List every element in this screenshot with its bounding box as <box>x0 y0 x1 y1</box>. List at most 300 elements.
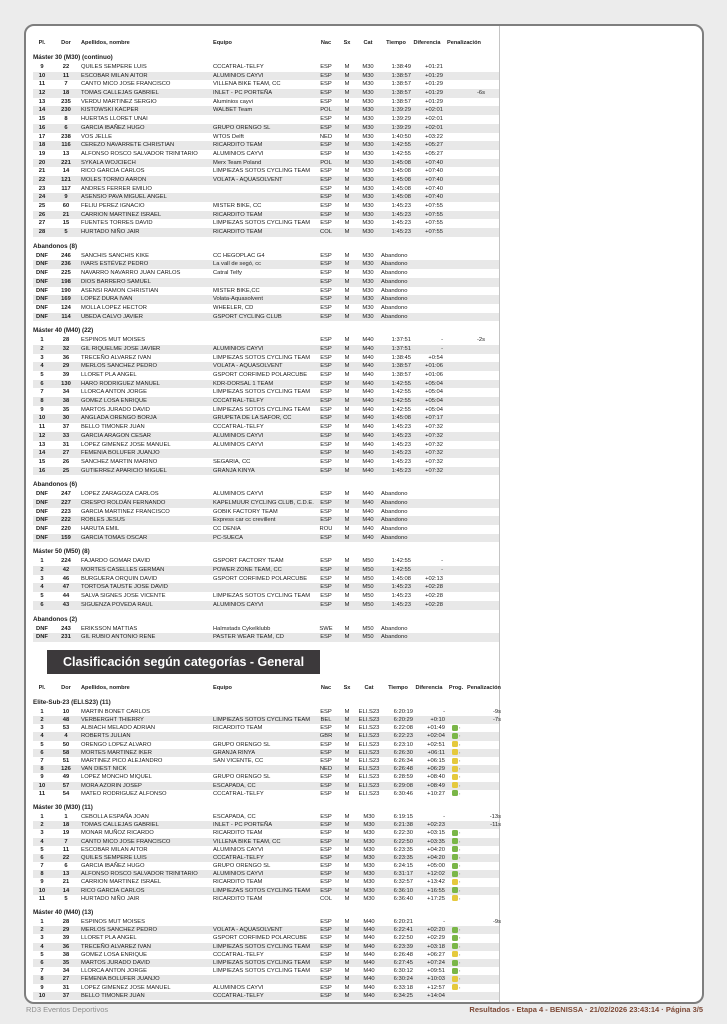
cell-pen <box>443 525 485 534</box>
cell-name: LOPEZ GIMENEZ JOSE MANUEL <box>81 441 171 448</box>
table-row <box>33 895 499 903</box>
column-header-row <box>33 38 499 48</box>
cell-dor: 1 <box>64 813 68 820</box>
cell-sx: M <box>344 976 350 983</box>
cell-cat: ELI.S23 <box>358 708 380 715</box>
cell-tiempo: 1:45:23 <box>391 203 411 209</box>
cell-tiempo: 1:45:08 <box>391 415 411 422</box>
cell-pen <box>443 124 485 133</box>
cell-nac: ESP <box>320 194 332 201</box>
prog-mark: ▪ <box>459 854 461 860</box>
cell-nac: ESP <box>320 467 332 474</box>
prog-mark: ▪ <box>459 887 461 893</box>
cell-name: ASENSI RAMON CHRISTIAN <box>81 287 159 294</box>
cell-tiempo: 1:42:55 <box>391 567 411 574</box>
cell-dif: +0:54 <box>428 354 443 361</box>
cell-tiempo: 1:45:23 <box>391 458 411 465</box>
cell-team: ESCAPADA, CC <box>213 813 256 820</box>
cell-tiempo: 1:38:45 <box>391 354 411 361</box>
cell-dor: 31 <box>62 441 70 448</box>
cell-pl: 11 <box>38 895 46 902</box>
cell-tiempo: Abandono <box>381 261 408 268</box>
cell-pl: 5 <box>40 846 44 853</box>
cell-sx: M <box>344 270 350 277</box>
cell-pen <box>443 371 485 380</box>
cell-dif: +07:24 <box>427 959 445 966</box>
column-header-sx: Sx <box>343 684 351 691</box>
cell-pl: DNF <box>36 634 48 641</box>
cell-pl: 2 <box>40 822 44 829</box>
table-row <box>33 371 499 380</box>
cell-sx: M <box>344 380 350 387</box>
prog-mark: ▪ <box>459 895 461 901</box>
cell-sx: M <box>344 150 350 157</box>
cell-dor: 169 <box>61 296 71 303</box>
cell-cat: M30 <box>362 296 374 303</box>
cell-sx: M <box>344 194 350 201</box>
cell-nac: NED <box>319 766 333 773</box>
table-row <box>33 115 499 124</box>
section-title: Máster 30 (M30) (11) <box>33 803 93 811</box>
cell-dif: +07:40 <box>425 176 443 183</box>
cell-sx: M <box>344 441 350 448</box>
cell-pl: 3 <box>40 725 44 732</box>
table-row <box>33 193 499 202</box>
cell-pen <box>443 414 485 423</box>
cell-team: GSPORT CYCLING CLUB <box>213 313 282 320</box>
cell-cat: ELI.S23 <box>358 790 380 797</box>
cell-pl: 11 <box>38 790 46 797</box>
cell-team: ALUMINIOS CAYVI <box>213 432 264 439</box>
cell-team: WTOS Delft <box>213 133 244 140</box>
cell-dif: +05:27 <box>425 150 443 157</box>
cell-dor: 221 <box>61 159 71 166</box>
cell-cat: M30 <box>362 64 374 70</box>
cell-cat: M30 <box>362 168 374 175</box>
cell-name: LOPEZ MONCHO MIQUEL <box>81 774 152 781</box>
cell-tiempo: 1:42:55 <box>391 558 411 565</box>
cell-dor: 29 <box>62 363 70 370</box>
cell-nac: ESP <box>320 951 332 958</box>
cell-nac: ESP <box>320 380 332 387</box>
cell-name: ERIKSSON MATTIAS <box>81 625 138 632</box>
cell-dor: 26 <box>62 458 70 465</box>
cell-nac: ESP <box>320 345 332 352</box>
cell-name: MONAR MUÑOZ RICARDO <box>81 830 154 837</box>
cell-dor: 34 <box>62 389 70 396</box>
column-header-pen: Penalización <box>447 40 481 46</box>
cell-dor: 11 <box>62 846 70 853</box>
prog-mark: ▪ <box>459 758 461 763</box>
cell-sx: M <box>344 968 350 975</box>
cell-dif: +07:32 <box>425 432 443 439</box>
cell-nac: ESP <box>320 450 332 457</box>
cell-cat: M30 <box>362 124 374 131</box>
cell-sx: M <box>344 168 350 175</box>
cell-pen <box>443 388 485 397</box>
table-row <box>33 870 499 878</box>
cell-prog <box>445 895 467 904</box>
cell-nac: ESP <box>320 879 332 886</box>
cell-dor: 18 <box>62 90 70 97</box>
cell-sx: M <box>344 895 350 902</box>
cell-cat: M30 <box>363 822 375 829</box>
cell-dif: +01:29 <box>425 72 443 79</box>
cell-name: MATEO RODRIGUEZ ALFONSO <box>81 790 167 797</box>
cell-dor: 223 <box>61 508 71 515</box>
cell-name: GIL RUBIO ANTONIO RENE <box>81 634 156 641</box>
prog-mark: ▪ <box>459 959 461 965</box>
table-row <box>33 388 499 397</box>
cell-sx: M <box>344 90 350 97</box>
cell-dif <box>411 304 443 313</box>
cell-name: HARUTA EMIL <box>81 526 120 532</box>
cell-tiempo: 1:38:57 <box>391 363 411 370</box>
table-row <box>33 862 499 870</box>
cell-dif: +01:29 <box>425 98 443 105</box>
cell-pl: 10 <box>38 72 46 79</box>
table-row <box>33 967 499 975</box>
cell-tiempo: 1:38:57 <box>391 72 411 79</box>
cell-team: GRUPO ORENGO SL <box>213 124 271 131</box>
cell-dor: 53 <box>62 725 70 732</box>
cell-team: GSPORT CORFIMED POLARCUBE <box>213 935 308 942</box>
cell-name: CARRION MARTINEZ ISRAEL <box>81 879 162 886</box>
cell-pen <box>443 354 485 363</box>
prog-same-icon <box>452 758 461 764</box>
section-title: Máster 50 (M50) (8) <box>33 548 90 556</box>
cell-dor: 27 <box>62 450 70 457</box>
cell-cat: M50 <box>362 584 374 591</box>
footer-organizer: RD3 Eventos Deportivos <box>26 1004 109 1014</box>
cell-nac: ESP <box>320 278 332 285</box>
cell-team: LIMPIEZAS SOTOS CYCLING TEAM <box>213 968 311 975</box>
table-row <box>33 380 499 389</box>
cell-pl: DNF <box>36 499 48 506</box>
section-title: Abandonos (2) <box>33 615 78 623</box>
cell-cat: ELI.S23 <box>358 717 380 724</box>
table-row <box>33 211 499 220</box>
cell-pl: 22 <box>38 176 46 183</box>
cell-dor: 222 <box>61 517 71 524</box>
cell-dor: 30 <box>62 415 70 422</box>
cell-cat: M30 <box>362 220 374 227</box>
cell-sx: M <box>344 887 350 894</box>
cell-pen <box>443 80 485 89</box>
cell-nac: ESP <box>320 98 332 105</box>
table-row <box>33 313 499 322</box>
cell-sx: M <box>344 830 350 837</box>
cell-dor: 48 <box>62 717 70 724</box>
cell-sx: M <box>344 176 350 183</box>
cell-pl: 6 <box>40 959 44 966</box>
cell-dif: +02:51 <box>427 741 445 748</box>
cell-dor: 18 <box>62 822 70 829</box>
cell-team <box>213 185 313 194</box>
cell-name: SANCHEZ MARTIN MARINO <box>81 458 158 465</box>
cell-sx: M <box>344 558 350 565</box>
cell-cat: M30 <box>363 854 375 861</box>
cell-name: LLORET PLA ANGEL <box>81 935 137 942</box>
table-row <box>33 534 499 543</box>
column-header-dif: Diferencia <box>413 40 441 46</box>
cell-sx: M <box>344 278 350 285</box>
cell-dif <box>411 260 443 269</box>
cell-pen <box>443 508 485 517</box>
cell-team: GSPORT FACTORY TEAM <box>213 558 284 565</box>
cell-nac: ESP <box>320 499 332 506</box>
cell-cat: M40 <box>362 424 374 431</box>
cell-sx: M <box>344 790 350 797</box>
cell-team: MISTER BIKE,CC <box>213 287 260 294</box>
cell-pen <box>443 252 485 261</box>
cell-pl: 17 <box>38 133 46 140</box>
cell-tiempo: 6:20:19 <box>393 708 413 715</box>
cell-team <box>213 193 313 202</box>
cell-dif <box>411 508 443 517</box>
cell-sx: M <box>344 406 350 413</box>
cell-pl: 9 <box>40 406 44 413</box>
prog-up-icon <box>452 927 461 933</box>
cell-name: ASENSIO PAVA MIGUEL ANGEL <box>81 194 167 201</box>
cell-team: INLET - PC PORTEÑA <box>213 822 273 829</box>
cell-pen <box>443 557 485 566</box>
cell-cat: M30 <box>362 203 374 209</box>
cell-pen: -13s <box>489 813 501 820</box>
cell-nac: ESP <box>320 813 332 820</box>
column-header-dor: Dor <box>61 684 71 691</box>
cell-name: ROBERTS JULIAN <box>81 733 131 740</box>
cell-dor: 121 <box>61 176 71 183</box>
cell-team: GSPORT CORFIMED POLARCUBE <box>213 575 308 582</box>
table-row <box>33 557 499 566</box>
table-row <box>33 72 499 81</box>
table-row <box>33 934 499 942</box>
cell-name: MORTES CASELLES GERMAN <box>81 567 165 574</box>
cell-name: GARCIA TOMAS OSCAR <box>81 534 148 541</box>
cell-name: CANTO MICO JOSE FRANCISCO <box>81 81 171 88</box>
cell-tiempo: 6:22:41 <box>393 927 413 934</box>
cell-name: TRECEÑO ALVAREZ IVAN <box>81 943 151 950</box>
cell-nac: ESP <box>320 534 332 541</box>
cell-dor: 117 <box>61 185 71 192</box>
cell-cat: ELI.S23 <box>358 741 380 748</box>
cell-nac: ESP <box>320 575 332 582</box>
cell-sx: M <box>344 424 350 431</box>
cell-nac: ESP <box>320 782 332 789</box>
cell-nac: ESP <box>320 81 332 88</box>
results-card <box>24 24 704 1004</box>
table-row <box>33 926 499 934</box>
cell-pl: 15 <box>38 458 46 465</box>
cell-tiempo: 6:27:45 <box>393 959 413 966</box>
prog-up-icon <box>452 968 461 974</box>
cell-pl: 8 <box>40 871 44 878</box>
cell-cat: M30 <box>363 863 375 870</box>
cell-cat: M30 <box>363 813 375 820</box>
cell-prog <box>445 918 467 926</box>
cell-dor: 159 <box>61 534 71 541</box>
cell-dor: 33 <box>62 432 70 439</box>
cell-dif: +05:04 <box>425 406 443 413</box>
cell-tiempo: 6:29:08 <box>393 782 413 789</box>
cell-name: ALFONSO ROSCO SALVADOR TRINITARIO <box>81 871 198 878</box>
cell-team: LIMPIEZAS SOTOS CYCLING TEAM <box>213 959 311 966</box>
cell-pl: 3 <box>40 830 44 837</box>
cell-nac: ESP <box>320 304 332 311</box>
cell-team: RICARDITO TEAM <box>213 229 263 236</box>
cell-dif: +07:40 <box>425 168 443 175</box>
cell-team: GRANJA RINYA <box>213 749 256 756</box>
cell-dif: +09:51 <box>427 968 445 975</box>
cell-pl: 1 <box>40 337 44 344</box>
prog-up-icon <box>452 854 461 860</box>
cell-name: FAJARDO GOMAR DAVID <box>81 558 151 565</box>
cell-nac: NED <box>319 133 333 140</box>
cell-team: CC HEGOPLAC G4 <box>213 252 265 259</box>
cell-dor: 49 <box>62 774 70 781</box>
cell-cat: M40 <box>363 968 375 975</box>
cell-sx: M <box>344 345 350 352</box>
cell-pen <box>443 159 485 168</box>
cell-pen <box>443 211 485 220</box>
table-row <box>33 159 499 168</box>
cell-dor: 39 <box>62 372 70 378</box>
table-row <box>33 765 499 773</box>
cell-nac: ESP <box>320 887 332 894</box>
cell-name: RICO GARCIA CARLOS <box>81 168 145 175</box>
cell-name: CARRION MARTINEZ ISRAEL <box>81 211 162 218</box>
cell-cat: M50 <box>362 634 374 641</box>
cell-cat: M40 <box>362 380 374 387</box>
cell-sx: M <box>344 959 350 966</box>
cell-name: VAN DIEST NICK <box>81 766 127 773</box>
cell-dif: +04:20 <box>427 854 445 861</box>
cell-team: VOLATA - AQUASOLVENT <box>213 176 283 183</box>
general-results-block <box>33 683 499 1000</box>
cell-tiempo: 1:38:57 <box>391 372 411 378</box>
cell-pen <box>443 176 485 185</box>
cell-name: DIOS BARRERO SAMUEL <box>81 278 151 285</box>
cell-cat: ELI.S23 <box>358 758 380 764</box>
prog-mark: ▪ <box>459 782 461 788</box>
cell-nac: ESP <box>320 116 332 123</box>
cell-name: ESCOBAR MILAN AITOR <box>81 846 148 853</box>
cell-nac: ESP <box>320 72 332 79</box>
cell-cat: M40 <box>363 919 375 925</box>
cell-pen <box>443 98 485 107</box>
cell-dif <box>411 633 443 642</box>
cell-pen <box>467 992 501 1000</box>
table-row <box>33 287 499 296</box>
prog-up-icon <box>452 863 461 869</box>
cell-cat: M40 <box>362 354 374 361</box>
cell-cat: M40 <box>363 976 375 983</box>
cell-name: KISTOWSKI KACPER <box>81 107 139 114</box>
cell-dor: 231 <box>61 634 71 641</box>
cell-name: LOPEZ DURA IVAN <box>81 296 133 303</box>
cell-dif: +03:15 <box>427 830 445 837</box>
cell-nac: ESP <box>320 252 332 259</box>
table-row <box>33 984 499 992</box>
cell-sx: M <box>344 211 350 218</box>
table-row <box>33 829 499 837</box>
cell-nac: ESP <box>320 935 332 942</box>
prog-up-icon <box>452 733 461 739</box>
cell-cat: M40 <box>362 508 374 515</box>
cell-team: ALUMINIOS CAYVI <box>213 871 264 878</box>
cell-nac: SWE <box>319 625 333 632</box>
cell-tiempo: Abandono <box>381 287 408 294</box>
cell-sx: M <box>344 935 350 942</box>
cell-dor: 190 <box>61 287 71 294</box>
cell-sx: M <box>344 863 350 870</box>
table-row <box>33 252 499 261</box>
cell-tiempo: Abandono <box>381 517 408 524</box>
cell-pl: DNF <box>36 270 48 277</box>
cell-tiempo: 1:39:29 <box>391 116 411 123</box>
table-row <box>33 362 499 371</box>
cell-team: CCCATRAL-TELFY <box>213 854 264 861</box>
cell-name: CEBOLLA ESPAÑA JOAN <box>81 813 149 820</box>
cell-nac: ESP <box>320 774 332 781</box>
cell-dif: - <box>441 337 443 344</box>
cell-pen <box>443 228 485 237</box>
prog-up-icon <box>452 838 461 844</box>
cell-dif: +12:57 <box>427 984 445 991</box>
cell-nac: ESP <box>320 992 332 999</box>
cell-sx: M <box>344 296 350 303</box>
cell-nac: ESP <box>320 846 332 853</box>
prog-up-icon <box>452 725 461 731</box>
cell-sx: M <box>344 927 350 934</box>
cell-team: LIMPIEZAS SOTOS CYCLING TEAM <box>213 389 311 396</box>
cell-tiempo: 1:45:23 <box>391 220 411 227</box>
cell-pl: 7 <box>40 758 44 764</box>
section-title: Abandonos (6) <box>33 481 78 489</box>
cell-pl: 9 <box>40 774 44 781</box>
column-header-pl: Pl. <box>38 684 46 691</box>
cell-pl: 2 <box>40 345 44 352</box>
cell-team: PASTER WEAR TEAM, CD <box>213 634 284 641</box>
cell-team: MISTER BIKE, CC <box>213 203 262 209</box>
cell-sx: M <box>344 846 350 853</box>
cell-team: KDR-DORSAL 1 TEAM <box>213 380 274 387</box>
table-row <box>33 80 499 89</box>
table-row <box>33 525 499 534</box>
cell-pen <box>443 534 485 543</box>
cell-cat: M50 <box>362 593 374 600</box>
cell-pl: 5 <box>40 593 44 600</box>
cell-dor: 224 <box>61 558 71 565</box>
cell-team: ALUMINIOS CAYVI <box>213 491 264 498</box>
cell-pen <box>443 63 485 72</box>
cell-name: CANTO MICO JOSE FRANCISCO <box>81 838 171 845</box>
cell-pl: DNF <box>36 534 48 541</box>
cell-sx: M <box>344 766 350 773</box>
cell-sx: M <box>344 72 350 79</box>
prog-same-icon <box>452 774 461 780</box>
prog-up-icon <box>452 935 461 941</box>
cell-dif: +07:32 <box>425 467 443 474</box>
cell-dif: - <box>443 813 445 820</box>
cell-name: GARCIA MARTINEZ FRANCISCO <box>81 508 170 515</box>
cell-sx: M <box>344 854 350 861</box>
cell-name: NAVARRO NAVARRO JUAN CARLOS <box>81 270 181 277</box>
cell-team <box>213 708 313 716</box>
table-row <box>33 790 499 798</box>
cell-tiempo: 1:45:08 <box>391 185 411 192</box>
